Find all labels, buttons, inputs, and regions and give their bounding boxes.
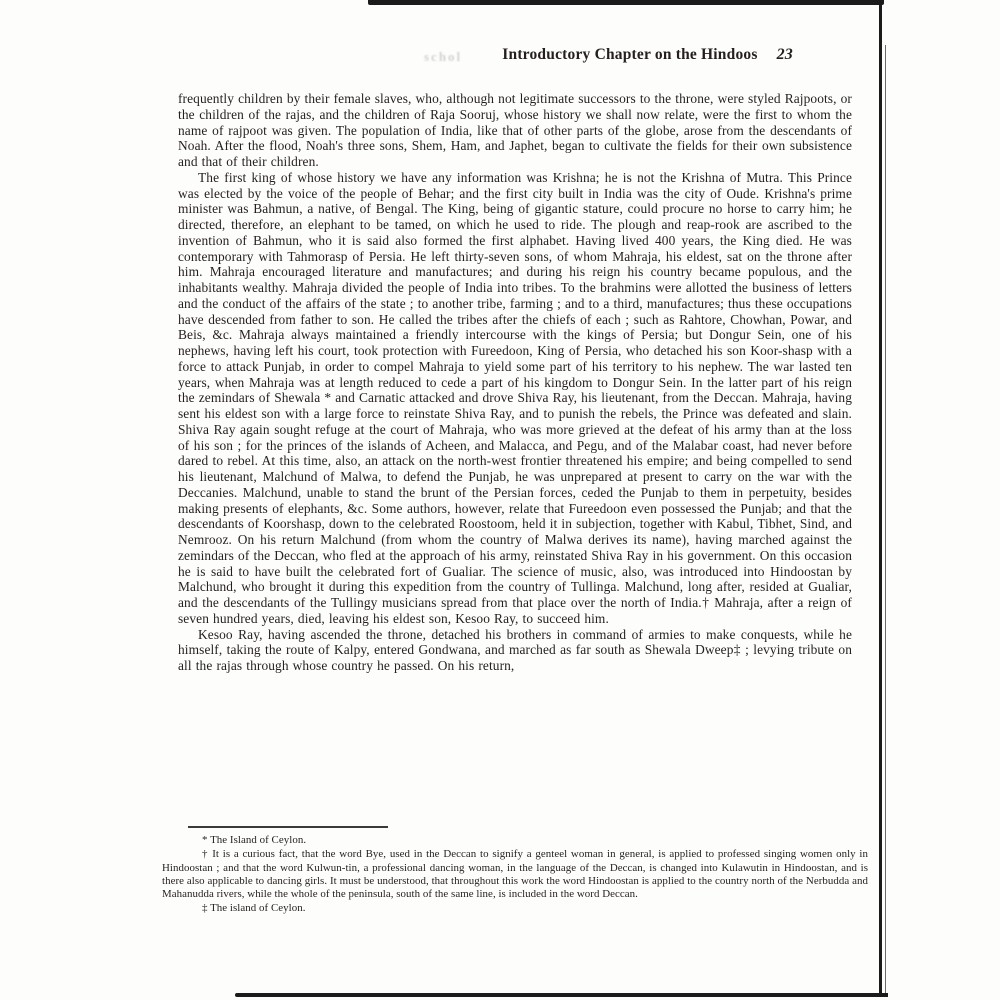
body-text <box>178 91 852 822</box>
footnote-rule <box>188 826 388 828</box>
ghost-bleedthrough-text: schol <box>424 49 463 64</box>
paragraph: Kesoo Ray, having ascended the throne, detached his brothers in command of armies to make conquests, while he himself, taking the route of Kalpy, entered Gondwana, and marched as far south as Shewala Dweep‡ ; levying tribute on all the rajas through whose country he passed. On his return, <box>178 626 852 673</box>
scan-top-edge <box>368 0 884 5</box>
scan-right-edge <box>879 3 882 997</box>
footnote-asterisk: * The Island of Ceylon. <box>202 834 307 846</box>
paragraph: The first king of whose history we have any information was Krishna; he is not the Krishna of Mutra. This Prince was elected by the voice of the people of Behar; and the first city built in India was the city of Oude. Krishna's prime minister was Bahmun, a native, of Bengal. The King, being of gigantic stature, could procure no horse to carry him; he directed, therefore, an elephant to be tamed, on which he used to ride. The plough and reap-rook are ascribed to the invention of Bahmun, who it is said also formed the first alphabet. Having lived 400 years, the King died. He was contemporary with Tahmorasp of Persia. He left thirty-seven sons, of whom Mahraja, his eldest, sat on the throne after him. Mahraja encouraged literature and manufactures; and during his reign his country became populous, and the inhabitants wealthy. Mahraja divided the people of India into tribes. To the brahmins were allotted the business of letters and the conduct of the affairs of the state ; to another tribe, farming ; and to a third, manufactures; thus these occupations have descended from father to son. He called the tribes after the chiefs of each ; such as Rahtore, Chowhan, Powar, and Beis, &c. Mahraja always maintained a friendly intercourse with the kings of Persia; but Dongur Sein, one of his nephews, having left his court, took protection with Fureedoon, King of Persia, who detached his son Koor-shasp with a force to attack Punjab, in order to compel Mahraja to yield some part of his territory to his nephew. The war lasted ten years, when Mahraja was at length reduced to cede a part of his kingdom to Dongur Sein. In the latter part of his reign the zemindars of Shewala * and Carnatic attacked and drove Shiva Ray, his lieutenant, from the Deccan. Mahraja, having sent his eldest son with a large force to reinstate Shiva Ray, and to punish the rebels, the Prince was defeated and slain. Shiva Ray again sought refuge at the court of Mahraja, who was more grieved at the defeat of his army than at the loss of his son ; for the princes of the islands of Acheen, and Malacca, and Pegu, and of the Malabar coast, had never before dared to rebel. At this time, also, an attack on the north-west frontier threatened his empire; and being compelled to send his lieutenant, Malchund of Malwa, to defend the Punjab, he was unprepared at present to carry on the war with the Deccanies. Malchund, unable to stand the brunt of the Persian forces, ceded the Punjab to them in perpetuity, besides making presents of elephants, &c. Some authors, however, relate that Fureedoon even possessed the Punjab; and that the descendants of Koorshasp, down to the celebrated Roostoom, held it in subjection, together with Kabul, Tibhet, Sind, and Nemrooz. On his return Malchund (from whom the country of Malwa derives its name), having marched against the zemindars of the Deccan, who fled at the approach of his army, reinstated Shiva Ray in his government. On this occasion he is said to have built the celebrated fort of Gualiar. The science of music, also, was introduced into Hindoostan by Malchund, who brought it during this expedition from the country of Tullinga. Malchund, long after, resided at Gualiar, and the descendants of the Tullingy musicians spread from that place over the north of India.† Mahraja, after a reign of seven hundred years, died, leaving his eldest son, Kesoo Ray, to succeed him. <box>178 169 852 626</box>
footnote-double-dagger: ‡ The island of Ceylon. <box>202 902 306 915</box>
scan-right-edge-shadow <box>885 45 886 995</box>
scan-bottom-edge <box>235 993 888 997</box>
footnotes <box>162 834 868 917</box>
chapter-title: Introductory Chapter on the Hindoos <box>502 46 758 63</box>
page-number: 23 <box>776 46 793 63</box>
footnote-dagger: † It is a curious fact, that the word Bye, used in the Deccan to signify a genteel woman in general, is applied to professed singing women only in Hindoostan ; and that the word Kulwun-tin, a professional dancing woman, in the language of the Deccan, is changed into Kulawutin in Hindoostan, and is there also applicable to dancing girls. It must be understood, that throughout this work the word Hindoostan is applied to the country north of the Nerbudda and Mahanudda rivers, while the whole of the peninsula, south of the same line, is included in the word Deccan. <box>162 848 868 901</box>
paragraph-continuation: frequently children by their female slaves, who, although not legitimate successors to the throne, were styled Rajpoots, or the children of the rajas, and the children of Raja Sooruj, whose history we shall now relate, were the first to whom the name of rajpoot was given. The population of India, like that of other parts of the globe, arose from the descendants of Noah. After the flood, Noah's three sons, Shem, Ham, and Japhet, began to cultivate the fields for their own subsistence and that of their children. <box>178 91 852 169</box>
running-header <box>502 46 793 64</box>
